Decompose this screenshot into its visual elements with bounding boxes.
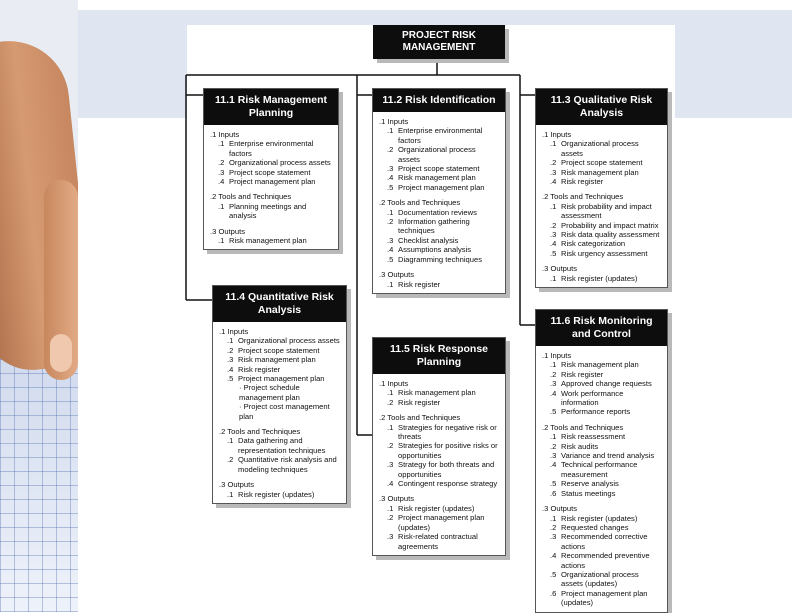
section-inputs (219, 327, 340, 421)
item-number: .5 (550, 248, 557, 258)
process-node-qualitative-risk-analysis (535, 88, 668, 288)
list-item (210, 168, 332, 177)
list-item (542, 177, 661, 186)
process-title: 11.5 Risk Response Planning (373, 338, 505, 374)
process-node-risk-identification (372, 88, 506, 294)
section-title: .3 Outputs (219, 480, 255, 490)
item-text: Risk register (398, 279, 441, 289)
section-title: .2 Tools and Techniques (210, 192, 292, 202)
process-node-risk-management-planning (203, 88, 339, 250)
list-item (542, 158, 661, 167)
item-text: Risk register (updates) (561, 513, 638, 523)
section-outputs (210, 227, 332, 246)
item-number: .1 (227, 436, 234, 446)
item-number: .2 (550, 220, 557, 230)
section-outputs (542, 504, 661, 607)
item-text: Risk register (398, 397, 441, 407)
item-text: Planning meetings and analysis (229, 201, 307, 221)
list-item (379, 460, 499, 479)
item-number: .2 (387, 397, 394, 407)
item-text: Enterprise environmental factors (398, 126, 483, 145)
process-title: 11.1 Risk Management Planning (204, 89, 338, 125)
item-number: .3 (387, 164, 394, 174)
section-tools-and-techniques (542, 423, 661, 498)
item-number: .1 (550, 139, 557, 149)
section-tools-and-techniques (210, 192, 332, 220)
item-text: Data gathering and representation techniques (238, 436, 326, 455)
process-title: 11.2 Risk Identification (373, 89, 505, 112)
sub-item: · Project cost management plan (239, 402, 330, 421)
list-item (219, 436, 340, 455)
process-node-risk-monitoring-and-control (535, 309, 668, 613)
item-text: Risk register (561, 177, 604, 187)
item-number: .1 (387, 207, 394, 217)
item-text: Project scope statement (398, 164, 480, 174)
list-item (219, 365, 340, 374)
item-number: .5 (550, 569, 557, 579)
list-item (542, 360, 661, 369)
item-text: Risk categorization (561, 239, 626, 249)
item-text: Status meetings (561, 488, 616, 498)
item-text: Strategy for both threats and opportunities (398, 460, 495, 479)
item-number: .4 (550, 388, 557, 398)
item-text: Recommended corrective actions (561, 532, 648, 551)
list-item (542, 230, 661, 239)
item-text: Work performance information (561, 388, 624, 408)
item-text: Risk data quality assessment (561, 230, 660, 240)
list-item (542, 451, 661, 460)
item-number: .1 (387, 388, 394, 398)
list-item (210, 202, 332, 221)
list-item (379, 423, 499, 442)
item-number: .1 (550, 360, 557, 370)
item-text: Recommended preventive actions (561, 551, 650, 570)
section-title: .1 Inputs (219, 327, 249, 336)
item-number: .2 (550, 441, 557, 451)
list-item (542, 551, 661, 570)
item-text: Project management plan (238, 374, 325, 384)
item-text: Risk probability and impact assessment (561, 201, 652, 221)
item-text: Organizational process assets (398, 145, 476, 164)
item-number: .1 (227, 489, 234, 499)
item-text: Organizational process assets (238, 336, 340, 346)
list-item (210, 177, 332, 186)
item-number: .2 (227, 345, 234, 355)
section-title: .1 Inputs (210, 130, 240, 139)
process-body (213, 322, 346, 503)
list-item (219, 355, 340, 364)
item-text: Risk register (updates) (238, 489, 315, 499)
item-number: .3 (387, 460, 394, 470)
item-text: Assumptions analysis (398, 245, 472, 255)
section-title: .3 Outputs (542, 264, 578, 274)
item-number: .2 (387, 217, 394, 227)
item-text: Reserve analysis (561, 479, 619, 489)
item-number: .1 (387, 503, 394, 513)
item-number: .5 (387, 182, 394, 192)
section-outputs (379, 270, 499, 289)
list-item (379, 164, 499, 173)
item-number: .2 (387, 513, 394, 523)
item-number: .1 (218, 139, 225, 149)
item-text: Variance and trend analysis (561, 451, 655, 461)
item-text: Project management plan (398, 182, 485, 192)
item-text: Documentation reviews (398, 207, 477, 217)
section-inputs (379, 379, 499, 407)
list-item (542, 389, 661, 408)
item-number: .1 (218, 236, 225, 246)
process-title: 11.4 Quantitative Risk Analysis (213, 286, 346, 322)
main-title: PROJECT RISK MANAGEMENT (373, 25, 505, 59)
list-item (219, 490, 340, 499)
item-text: Enterprise environmental factors (229, 139, 314, 158)
item-text: Diagramming techniques (398, 254, 482, 264)
item-text: Strategies for positive risks or opportunities (398, 441, 498, 460)
process-body (204, 125, 338, 249)
item-number: .4 (387, 173, 394, 183)
list-item (542, 532, 661, 551)
item-number: .2 (218, 158, 225, 168)
item-text: Contingent response strategy (398, 479, 498, 489)
list-item (542, 523, 661, 532)
item-number: .3 (387, 532, 394, 542)
item-number: .2 (550, 369, 557, 379)
section-title: .1 Inputs (542, 130, 572, 139)
section-outputs (379, 494, 499, 550)
list-item (379, 479, 499, 488)
item-text: Risk management plan (229, 236, 307, 246)
sub-item: · Project schedule management plan (239, 383, 300, 402)
item-number: .1 (387, 126, 394, 136)
fingernail (50, 334, 72, 372)
item-text: Risk audits (561, 441, 599, 451)
item-text: Approved change requests (561, 379, 652, 389)
item-number: .1 (550, 273, 557, 283)
section-title: .3 Outputs (542, 504, 578, 514)
item-number: .1 (218, 201, 225, 211)
process-title: 11.3 Qualitative Risk Analysis (536, 89, 667, 125)
item-number: .3 (550, 379, 557, 389)
list-item (542, 239, 661, 248)
section-inputs (542, 351, 661, 417)
list-item (379, 504, 499, 513)
list-item (542, 274, 661, 283)
item-text: Quantitative risk analysis and modeling techniques (238, 455, 337, 474)
list-item (542, 589, 661, 608)
section-title: .2 Tools and Techniques (379, 413, 461, 423)
section-tools-and-techniques (379, 198, 499, 264)
item-text: Project scope statement (561, 158, 643, 168)
list-item (379, 145, 499, 164)
item-text: Organizational process assets (229, 158, 331, 168)
list-item (210, 139, 332, 158)
item-text: Risk register (updates) (398, 503, 475, 513)
list-item (379, 183, 499, 192)
section-title: .1 Inputs (542, 351, 572, 360)
section-title: .1 Inputs (379, 379, 409, 388)
section-outputs (542, 264, 661, 283)
hand-blueprint-photo (0, 0, 78, 612)
item-number: .2 (550, 522, 557, 532)
process-body (373, 374, 505, 555)
item-text: Risk management plan (398, 388, 476, 398)
list-item (379, 236, 499, 245)
list-item (542, 249, 661, 258)
list-item (542, 139, 661, 158)
item-text: Project management plan (updates) (561, 588, 648, 608)
process-node-risk-response-planning (372, 337, 506, 556)
item-text: Strategies for negative risk or threats (398, 422, 497, 442)
section-outputs (219, 480, 340, 499)
list-item (542, 489, 661, 498)
list-item (379, 255, 499, 264)
item-number: .3 (387, 235, 394, 245)
list-item (379, 173, 499, 182)
item-number: .6 (550, 488, 557, 498)
item-text: Risk management plan (398, 173, 476, 183)
item-number: .2 (227, 455, 234, 465)
section-inputs (542, 130, 661, 186)
list-item (379, 441, 499, 460)
process-node-quantitative-risk-analysis (212, 285, 347, 504)
item-number: .4 (550, 177, 557, 187)
list-item (542, 168, 661, 177)
section-inputs (379, 117, 499, 192)
item-text: Project management plan (updates) (398, 513, 485, 532)
item-number: .2 (550, 158, 557, 168)
list-item (379, 245, 499, 254)
item-text: Risk reassessment (561, 432, 626, 442)
section-title: .2 Tools and Techniques (219, 427, 301, 437)
item-number: .4 (227, 364, 234, 374)
section-tools-and-techniques (219, 427, 340, 474)
item-text: Project scope statement (229, 167, 311, 177)
list-item (379, 513, 499, 532)
process-title: 11.6 Risk Monitoring and Control (536, 310, 667, 346)
list-item (379, 208, 499, 217)
item-text: Project scope statement (238, 345, 320, 355)
section-title: .1 Inputs (379, 117, 409, 126)
item-number: .4 (550, 551, 557, 561)
item-number: .4 (218, 177, 225, 187)
list-item (379, 398, 499, 407)
section-title: .3 Outputs (379, 270, 415, 280)
process-body (536, 125, 667, 287)
section-title: .2 Tools and Techniques (542, 192, 624, 202)
item-number: .4 (387, 479, 394, 489)
item-text: Organizational process assets (561, 139, 639, 158)
list-item (542, 460, 661, 479)
list-item (542, 379, 661, 388)
item-number: .5 (387, 254, 394, 264)
item-text: Risk management plan (561, 167, 639, 177)
item-text: Requested changes (561, 522, 629, 532)
item-number: .1 (387, 279, 394, 289)
item-text: Risk urgency assessment (561, 248, 648, 258)
item-number: .5 (550, 479, 557, 489)
item-number: .5 (550, 407, 557, 417)
item-text: Project management plan (229, 177, 316, 187)
section-inputs (210, 130, 332, 186)
item-number: .1 (387, 422, 394, 432)
list-item (379, 532, 499, 551)
list-item (379, 280, 499, 289)
list-item (542, 370, 661, 379)
item-number: .5 (227, 374, 234, 384)
item-text: Probability and impact matrix (561, 220, 659, 230)
item-number: .4 (550, 460, 557, 470)
list-item (219, 346, 340, 355)
section-title: .2 Tools and Techniques (542, 422, 624, 432)
item-text: Information gathering techniques (398, 217, 470, 236)
item-text: Checklist analysis (398, 235, 459, 245)
list-item (219, 336, 340, 345)
item-text: Risk register (561, 369, 604, 379)
item-number: .1 (550, 513, 557, 523)
item-number: .3 (550, 532, 557, 542)
item-number: .6 (550, 588, 557, 598)
list-item (210, 236, 332, 245)
item-text: Risk-related contractual agreements (398, 532, 478, 551)
list-item (379, 126, 499, 145)
item-number: .3 (550, 230, 557, 240)
list-item (210, 158, 332, 167)
item-text: Performance reports (561, 407, 631, 417)
item-number: .2 (387, 441, 394, 451)
section-title: .3 Outputs (379, 494, 415, 504)
item-number: .3 (227, 355, 234, 365)
list-item (542, 432, 661, 441)
item-text: Risk management plan (561, 360, 639, 370)
list-item (542, 221, 661, 230)
section-tools-and-techniques (542, 192, 661, 258)
item-number: .1 (550, 432, 557, 442)
item-text: Risk register (updates) (561, 273, 638, 283)
list-item (219, 374, 340, 383)
list-item (219, 455, 340, 474)
list-item (542, 442, 661, 451)
item-number: .4 (550, 239, 557, 249)
item-text: Risk management plan (238, 355, 316, 365)
section-title: .3 Outputs (210, 226, 246, 236)
list-item (542, 479, 661, 488)
process-body (536, 346, 667, 612)
item-text: Risk register (238, 364, 281, 374)
list-item (379, 217, 499, 236)
section-tools-and-techniques (379, 413, 499, 488)
item-number: .3 (550, 167, 557, 177)
list-item (542, 407, 661, 416)
list-item (542, 514, 661, 523)
list-item (379, 388, 499, 397)
section-title: .2 Tools and Techniques (379, 198, 461, 208)
item-number: .1 (550, 201, 557, 211)
list-item (542, 202, 661, 221)
list-item (542, 570, 661, 589)
item-number: .4 (387, 245, 394, 255)
item-number: .2 (387, 145, 394, 155)
item-number: .3 (218, 167, 225, 177)
item-text: Technical performance measurement (561, 460, 638, 479)
item-number: .3 (550, 451, 557, 461)
item-number: .1 (227, 336, 234, 346)
process-body (373, 112, 505, 293)
item-text: Organizational process assets (updates) (561, 569, 639, 589)
